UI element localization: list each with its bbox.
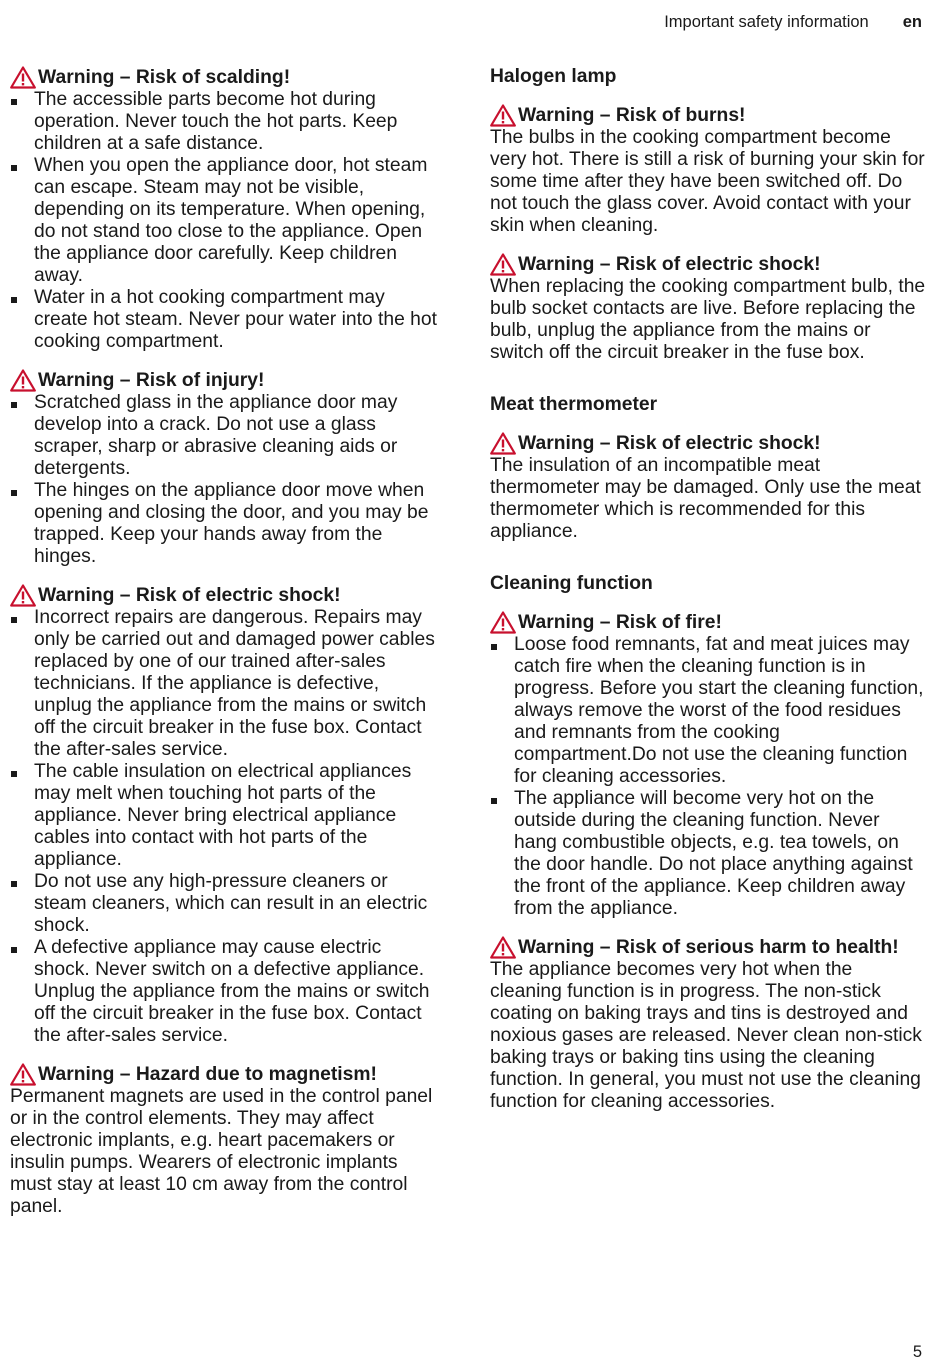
warning-triangle-icon xyxy=(10,584,36,607)
list-item: The accessible parts become hot during operation. Never touch the hot parts. Keep children at a safe distance. xyxy=(10,89,440,155)
warning-heading xyxy=(490,936,926,959)
warning-text: The appliance becomes very hot when the cleaning function is in progress. The non-stick coating on baking trays and tins is destroyed and noxious gases are released. Never clean non-stick baking trays or baking tins using the cleaning function. In general, you must not use the cleaning function for cleaning accessories. xyxy=(490,959,922,1112)
right-column xyxy=(490,66,926,1129)
warning-text: When replacing the cooking compartment bulb, the bulb socket contacts are live. Before replacing the bulb, unplug the appliance from the mains or switch off the circuit breaker in the fuse box. xyxy=(490,276,926,363)
warning-injury xyxy=(10,369,440,568)
warning-triangle-icon xyxy=(10,1063,36,1086)
warning-title: Warning – Risk of fire! xyxy=(518,611,722,633)
list-item: The hinges on the appliance door move when opening and closing the door, and you may be trapped. Keep your hands away from the hinges. xyxy=(10,480,440,568)
warning-title: Warning – Risk of electric shock! xyxy=(518,432,821,454)
warning-triangle-icon xyxy=(490,611,516,634)
warning-heading xyxy=(10,584,440,607)
list-item: The appliance will become very hot on the outside during the cleaning function. Never hang combustible objects, e.g. tea towels, on the door handle. Do not place anything against the front of the appliance. Keep children away from the appliance. xyxy=(490,788,926,920)
warning-triangle-icon xyxy=(10,66,36,89)
list-item: Water in a hot cooking compartment may create hot steam. Never pour water into the hot cooking compartment. xyxy=(10,287,440,353)
warning-heading xyxy=(490,253,926,276)
list-item: A defective appliance may cause electric shock. Never switch on a defective appliance. Unplug the appliance from the mains or switch off the circuit breaker in the fuse box. Contact the after-sales service. xyxy=(10,937,440,1047)
warning-health xyxy=(490,936,926,1113)
warning-title: Warning – Risk of electric shock! xyxy=(518,253,821,275)
warning-electric-shock-halogen xyxy=(490,253,926,364)
list-item: Scratched glass in the appliance door may develop into a crack. Do not use a glass scraper, sharp or abrasive cleaning aids or detergents. xyxy=(10,392,440,480)
warning-triangle-icon xyxy=(490,432,516,455)
bullet-list xyxy=(10,392,440,568)
warning-title: Warning – Risk of serious harm to health! xyxy=(518,936,899,958)
bullet-list xyxy=(490,634,926,920)
list-item: When you open the appliance door, hot steam can escape. Steam may not be visible, depending on its temperature. When opening, do not stand too close to the appliance. Open the appliance door carefully. Keep children away. xyxy=(10,155,440,287)
header-language: en xyxy=(902,13,922,31)
bullet-list xyxy=(10,89,440,353)
warning-electric-shock-thermometer xyxy=(490,432,926,543)
page-number: 5 xyxy=(912,1343,922,1361)
warning-burns xyxy=(490,104,926,237)
bullet-list xyxy=(10,607,440,1047)
list-item: The cable insulation on electrical appliances may melt when touching hot parts of the appliance. Never bring electrical appliance cables into contact with hot parts of the appliance. xyxy=(10,761,440,871)
warning-heading xyxy=(10,66,440,89)
section-heading-cleaning-function: Cleaning function xyxy=(490,573,653,594)
warning-triangle-icon xyxy=(490,253,516,276)
warning-triangle-icon xyxy=(490,936,516,959)
warning-title: Warning – Risk of scalding! xyxy=(38,66,291,88)
warning-triangle-icon xyxy=(10,369,36,392)
warning-title: Warning – Risk of burns! xyxy=(518,104,746,126)
warning-heading xyxy=(10,369,440,392)
warning-title: Warning – Risk of injury! xyxy=(38,369,265,391)
warning-text: Permanent magnets are used in the control panel or in the control elements. They may affect electronic implants, e.g. heart pacemakers or insulin pumps. Wearers of electronic implants must stay at least 10 cm away from the control panel. xyxy=(10,1086,433,1217)
list-item: Loose food remnants, fat and meat juices may catch fire when the cleaning function is in progress. Before you start the cleaning function, always remove the worst of the food residues and remnants from the cooking compartment.Do not use the cleaning function for cleaning accessories. xyxy=(490,634,926,788)
page-header xyxy=(664,13,922,32)
header-section-title: Important safety information xyxy=(664,13,869,31)
warning-fire xyxy=(490,611,926,920)
left-column xyxy=(10,66,440,1234)
warning-electric-shock xyxy=(10,584,440,1047)
warning-triangle-icon xyxy=(490,104,516,127)
section-heading-halogen-lamp: Halogen lamp xyxy=(490,66,617,87)
list-item: Do not use any high-pressure cleaners or steam cleaners, which can result in an electric shock. xyxy=(10,871,440,937)
warning-magnetism xyxy=(10,1063,440,1218)
warning-scalding xyxy=(10,66,440,353)
warning-heading xyxy=(10,1063,440,1086)
warning-heading xyxy=(490,611,926,634)
warning-text: The insulation of an incompatible meat thermometer may be damaged. Only use the meat thermometer which is recommended for this appliance. xyxy=(490,455,921,542)
warning-heading xyxy=(490,432,926,455)
section-heading-meat-thermometer: Meat thermometer xyxy=(490,394,658,415)
list-item: Incorrect repairs are dangerous. Repairs may only be carried out and damaged power cables replaced by one of our trained after-sales technicians. If the appliance is defective, unplug the appliance from the mains or switch off the circuit breaker in the fuse box. Contact the after-sales service. xyxy=(10,607,440,761)
warning-heading xyxy=(490,104,926,127)
warning-title: Warning – Hazard due to magnetism! xyxy=(38,1063,377,1085)
warning-text: The bulbs in the cooking compartment become very hot. There is still a risk of burning your skin for some time after they have been switched off. Do not touch the glass cover. Avoid contact with your skin when cleaning. xyxy=(490,127,925,236)
warning-title: Warning – Risk of electric shock! xyxy=(38,584,341,606)
